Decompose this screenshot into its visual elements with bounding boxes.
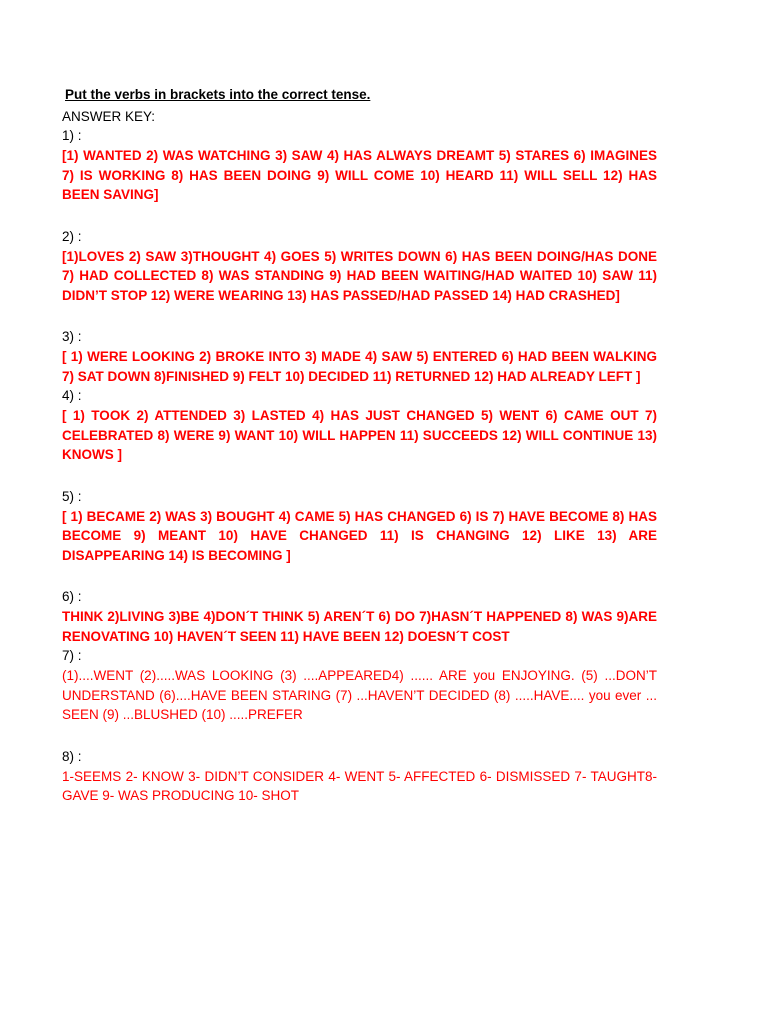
section-2-answers: [1)LOVES 2) SAW 3)THOUGHT 4) GOES 5) WRITES DOWN 6) HAS BEEN DOING/HAS DONE 7) HAD COLLECTED 8) WAS STANDING 9) HAD BEEN WAITING/HAD WAITED 10) SAW 11) DIDN’T STOP 12) WERE WEARING 13) HAS PASSED/HAD PASSED 14) HAD CRASHED]	[62, 248, 657, 303]
section-4-answers: [ 1) TOOK 2) ATTENDED 3) LASTED 4) HAS JUST CHANGED 5) WENT 6) CAME OUT 7) CELEBRATED 8) WERE 9) WANT 10) WILL HAPPEN 11) SUCCEEDS 12) WILL CONTINUE 13) KNOWS ]	[62, 408, 657, 462]
section-7-answers: (1)....WENT (2).....WAS LOOKING (3) ....APPEARED4) ...... ARE you ENJOYING. (5) ...DON’T UNDERSTAND (6)....HAVE BEEN STARING (7) ...HAVEN’T DECIDED (8) .....HAVE.... you ever ... SEEN (9) ...BLUSHED (10) .....PREFER	[62, 668, 657, 722]
answer-key-page	[62, 86, 657, 806]
section-7-label: 7) :	[62, 648, 82, 663]
section-3-label: 3) :	[62, 329, 82, 344]
section-8-answers: 1-SEEMS 2- KNOW 3- DIDN’T CONSIDER 4- WENT 5- AFFECTED 6- DISMISSED 7- TAUGHT8- GAVE 9- WAS PRODUCING 10- SHOT	[62, 768, 657, 803]
section-1-answers: [1) WANTED 2) WAS WATCHING 3) SAW 4) HAS ALWAYS DREAMT 5) STARES 6) IMAGINES 7) IS WORKING 8) HAS BEEN DOING 9) WILL COME 10) HEARD 11) WILL SELL 12) HAS BEEN SAVING]	[62, 148, 657, 202]
section-8-label: 8) :	[62, 748, 82, 764]
section-5-label: 5) :	[62, 488, 82, 504]
section-5-answers: [ 1) BECAME 2) WAS 3) BOUGHT 4) CAME 5) HAS CHANGED 6) IS 7) HAVE BECOME 8) HAS BECOME 9) MEANT 10) HAVE CHANGED 11) IS CHANGING 12) LIKE 13) ARE DISAPPEARING 14) IS BECOMING ]	[62, 508, 657, 563]
section-2-label: 2) :	[62, 228, 82, 244]
section-4-label: 4) :	[62, 388, 82, 403]
section-3-answers: [ 1) WERE LOOKING 2) BROKE INTO 3) MADE 4) SAW 5) ENTERED 6) HAD BEEN WALKING 7) SAT DOWN 8)FINISHED 9) FELT 10) DECIDED 11) RETURNED 12) HAD ALREADY LEFT ]	[62, 349, 657, 384]
section-1-label: 1) :	[62, 128, 82, 143]
exercise-title: Put the verbs in brackets into the correct tense.	[65, 87, 371, 102]
answer-key-label: ANSWER KEY:	[62, 109, 156, 124]
section-6-label: 6) :	[62, 589, 82, 604]
section-6-answers: THINK 2)LIVING 3)BE 4)DON´T THINK 5) AREN´T 6) DO 7)HASN´T HAPPENED 8) WAS 9)ARE RENOVATING 10) HAVEN´T SEEN 11) HAVE BEEN 12) DOESN´T COST	[62, 609, 657, 644]
